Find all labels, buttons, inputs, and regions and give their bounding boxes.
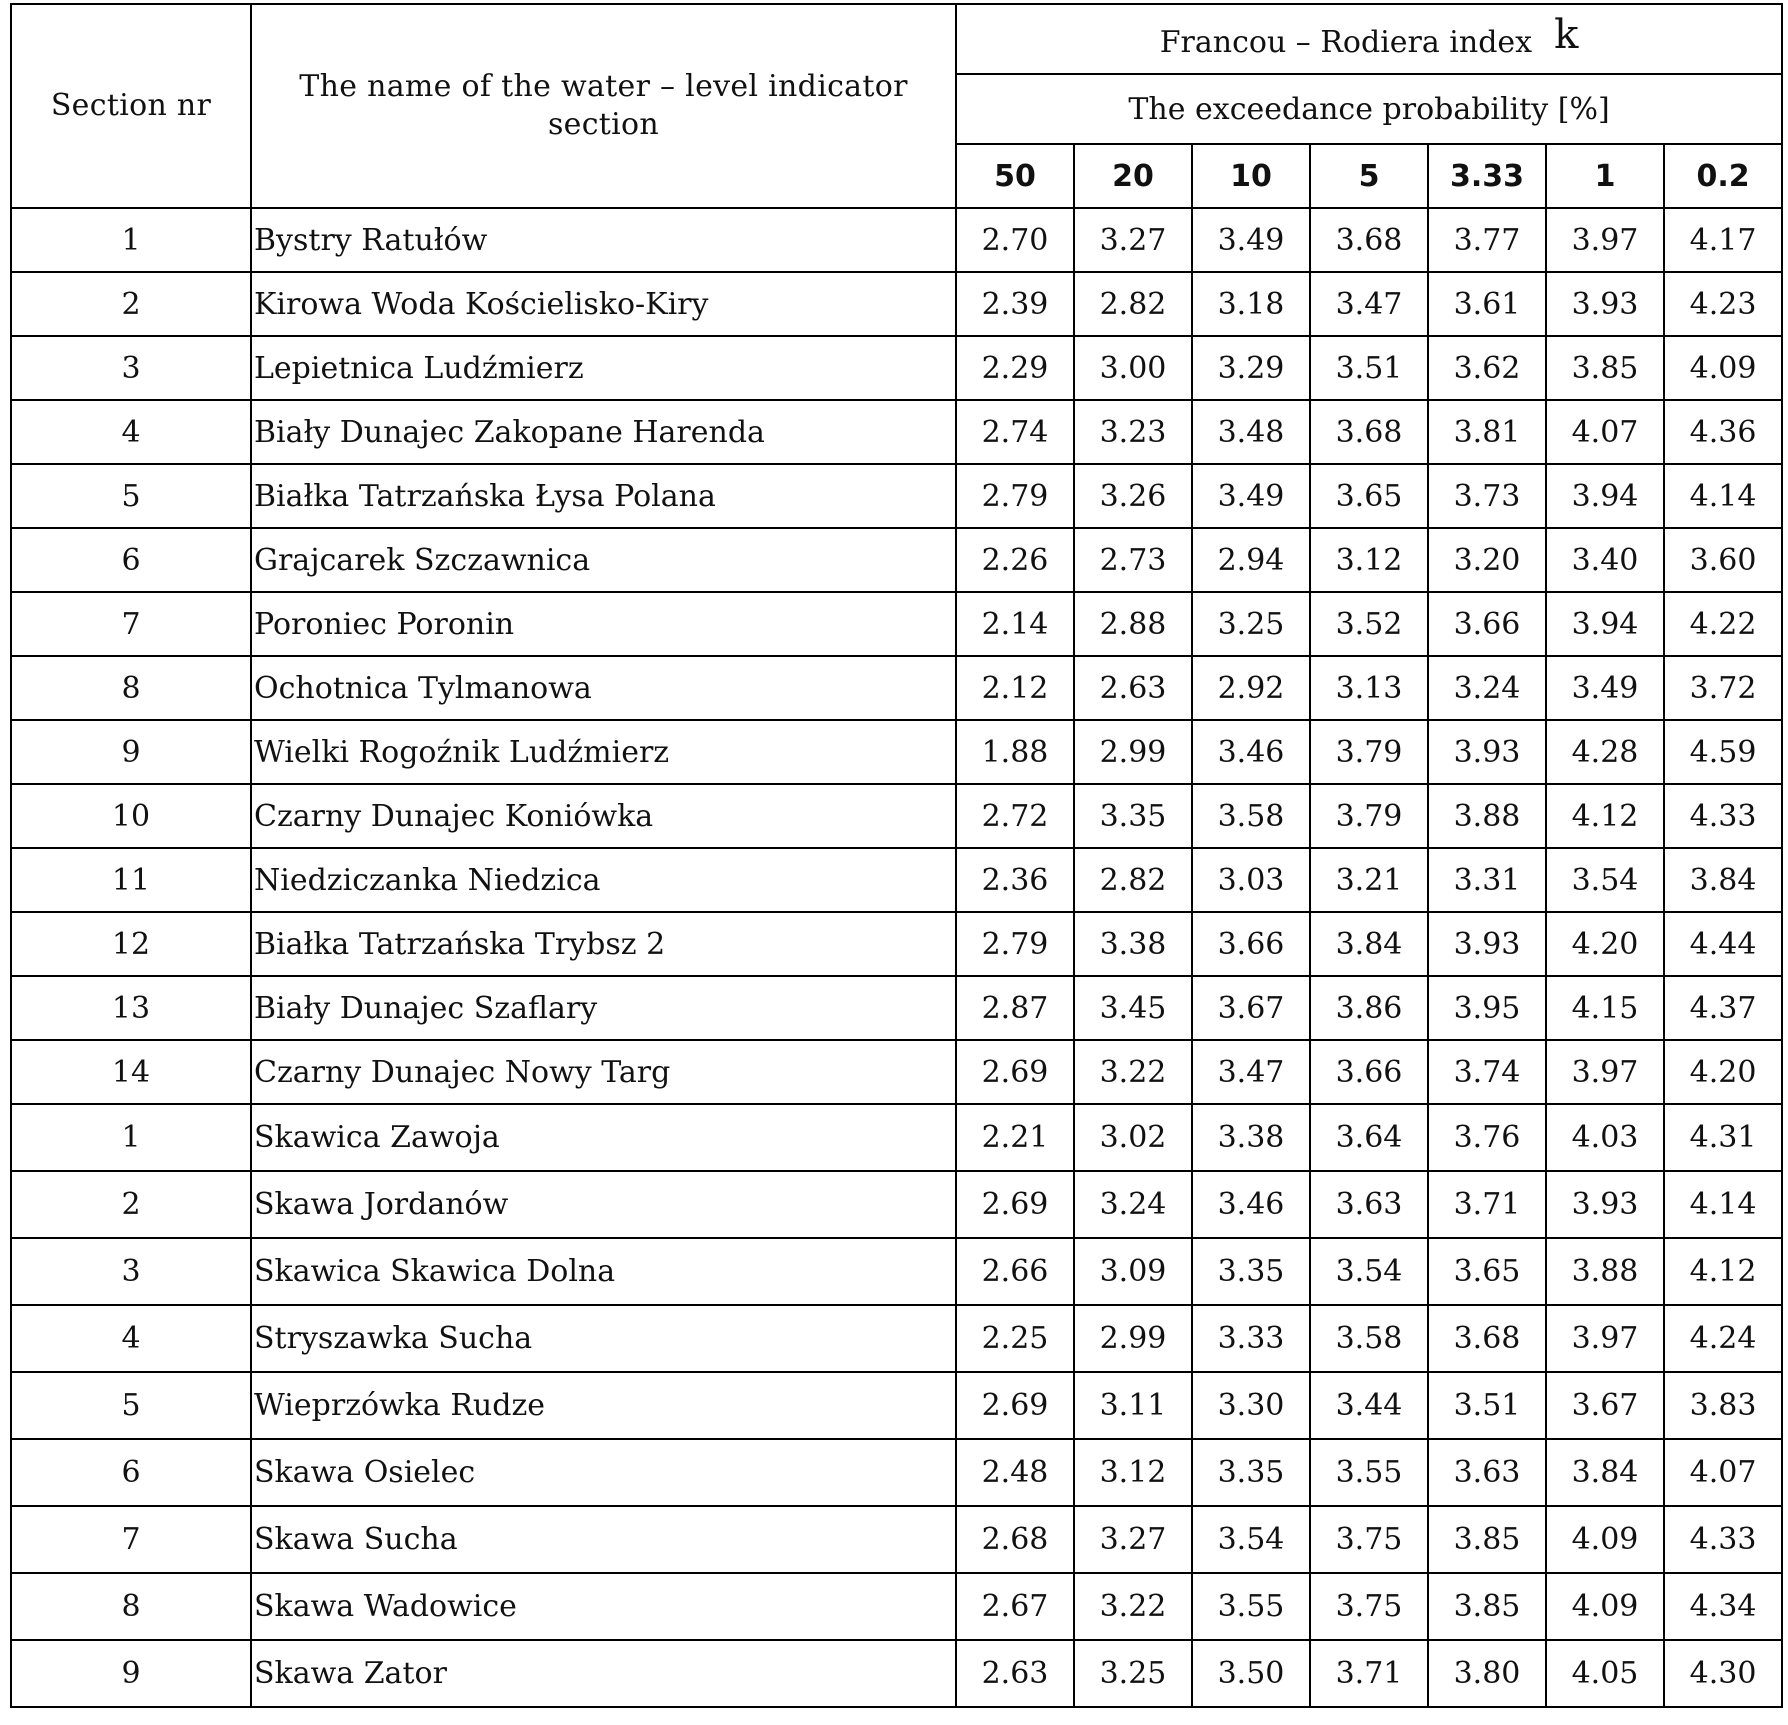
table-row xyxy=(11,1305,1782,1372)
cell-index-value: 2.79 xyxy=(956,912,1074,976)
header-probability-column: 1 xyxy=(1546,144,1664,208)
cell-index-value: 3.30 xyxy=(1192,1372,1310,1439)
cell-index-value: 3.84 xyxy=(1664,848,1782,912)
cell-index-value: 2.94 xyxy=(1192,528,1310,592)
cell-index-value: 4.05 xyxy=(1546,1640,1664,1707)
cell-index-value: 2.39 xyxy=(956,272,1074,336)
cell-index-value: 2.36 xyxy=(956,848,1074,912)
cell-section-nr: 7 xyxy=(11,1506,251,1573)
cell-index-value: 3.54 xyxy=(1310,1238,1428,1305)
cell-index-value: 3.66 xyxy=(1428,592,1546,656)
cell-index-value: 3.48 xyxy=(1192,400,1310,464)
cell-section-name: Biały Dunajec Szaflary xyxy=(251,976,956,1040)
cell-section-nr: 3 xyxy=(11,1238,251,1305)
table-row xyxy=(11,1104,1782,1171)
cell-index-value: 3.12 xyxy=(1310,528,1428,592)
header-probability-column: 0.2 xyxy=(1664,144,1782,208)
cell-index-value: 2.21 xyxy=(956,1104,1074,1171)
table-row xyxy=(11,208,1782,272)
cell-index-value: 3.44 xyxy=(1310,1372,1428,1439)
cell-index-value: 3.65 xyxy=(1310,464,1428,528)
cell-index-value: 2.87 xyxy=(956,976,1074,1040)
cell-section-name: Białka Tatrzańska Łysa Polana xyxy=(251,464,956,528)
cell-index-value: 3.35 xyxy=(1192,1238,1310,1305)
cell-index-value: 2.68 xyxy=(956,1506,1074,1573)
cell-section-nr: 4 xyxy=(11,400,251,464)
cell-section-nr: 1 xyxy=(11,1104,251,1171)
cell-index-value: 3.13 xyxy=(1310,656,1428,720)
cell-index-value: 3.74 xyxy=(1428,1040,1546,1104)
cell-index-value: 3.22 xyxy=(1074,1040,1192,1104)
cell-index-value: 2.69 xyxy=(956,1040,1074,1104)
cell-index-value: 3.75 xyxy=(1310,1573,1428,1640)
cell-section-nr: 6 xyxy=(11,528,251,592)
cell-index-value: 4.33 xyxy=(1664,784,1782,848)
cell-section-nr: 2 xyxy=(11,1171,251,1238)
cell-index-value: 4.09 xyxy=(1664,336,1782,400)
cell-index-value: 3.80 xyxy=(1428,1640,1546,1707)
cell-section-nr: 3 xyxy=(11,336,251,400)
table-row xyxy=(11,592,1782,656)
cell-section-name: Wielki Rogoźnik Ludźmierz xyxy=(251,720,956,784)
cell-index-value: 3.50 xyxy=(1192,1640,1310,1707)
cell-index-value: 3.49 xyxy=(1192,464,1310,528)
cell-index-value: 3.65 xyxy=(1428,1238,1546,1305)
cell-index-value: 4.31 xyxy=(1664,1104,1782,1171)
cell-index-value: 2.99 xyxy=(1074,1305,1192,1372)
cell-index-value: 4.36 xyxy=(1664,400,1782,464)
cell-section-nr: 8 xyxy=(11,1573,251,1640)
cell-index-value: 3.24 xyxy=(1428,656,1546,720)
cell-section-name: Niedziczanka Niedzica xyxy=(251,848,956,912)
francou-rodiera-index-table xyxy=(10,3,1783,1708)
cell-index-value: 2.48 xyxy=(956,1439,1074,1506)
table-row xyxy=(11,1640,1782,1707)
cell-index-value: 3.63 xyxy=(1428,1439,1546,1506)
cell-section-name: Stryszawka Sucha xyxy=(251,1305,956,1372)
cell-index-value: 3.81 xyxy=(1428,400,1546,464)
cell-index-value: 4.59 xyxy=(1664,720,1782,784)
cell-index-value: 4.30 xyxy=(1664,1640,1782,1707)
cell-index-value: 3.20 xyxy=(1428,528,1546,592)
cell-index-value: 3.46 xyxy=(1192,1171,1310,1238)
cell-index-value: 3.35 xyxy=(1192,1439,1310,1506)
header-section-name: The name of the water – level indicator section xyxy=(251,4,956,208)
cell-index-value: 3.54 xyxy=(1546,848,1664,912)
cell-index-value: 3.51 xyxy=(1428,1372,1546,1439)
cell-index-value: 3.63 xyxy=(1310,1171,1428,1238)
cell-index-value: 2.99 xyxy=(1074,720,1192,784)
cell-index-value: 3.49 xyxy=(1546,656,1664,720)
cell-section-nr: 13 xyxy=(11,976,251,1040)
cell-index-value: 3.75 xyxy=(1310,1506,1428,1573)
cell-index-value: 3.97 xyxy=(1546,1040,1664,1104)
cell-index-value: 3.97 xyxy=(1546,1305,1664,1372)
table-row xyxy=(11,464,1782,528)
cell-section-nr: 11 xyxy=(11,848,251,912)
cell-index-value: 2.67 xyxy=(956,1573,1074,1640)
cell-index-value: 2.63 xyxy=(1074,656,1192,720)
cell-index-value: 3.88 xyxy=(1546,1238,1664,1305)
table-row xyxy=(11,656,1782,720)
table-body xyxy=(11,208,1782,1707)
cell-index-value: 4.15 xyxy=(1546,976,1664,1040)
cell-section-name: Skawica Zawoja xyxy=(251,1104,956,1171)
cell-section-nr: 14 xyxy=(11,1040,251,1104)
cell-index-value: 3.68 xyxy=(1310,400,1428,464)
cell-index-value: 3.29 xyxy=(1192,336,1310,400)
cell-section-nr: 4 xyxy=(11,1305,251,1372)
header-probability-column: 5 xyxy=(1310,144,1428,208)
cell-index-value: 3.25 xyxy=(1074,1640,1192,1707)
table-row xyxy=(11,720,1782,784)
cell-index-value: 3.24 xyxy=(1074,1171,1192,1238)
cell-index-value: 4.23 xyxy=(1664,272,1782,336)
cell-index-value: 3.25 xyxy=(1192,592,1310,656)
cell-index-value: 3.66 xyxy=(1192,912,1310,976)
header-probability-column: 10 xyxy=(1192,144,1310,208)
cell-index-value: 3.18 xyxy=(1192,272,1310,336)
cell-index-value: 4.33 xyxy=(1664,1506,1782,1573)
cell-index-value: 3.67 xyxy=(1546,1372,1664,1439)
cell-index-value: 3.95 xyxy=(1428,976,1546,1040)
cell-index-value: 4.37 xyxy=(1664,976,1782,1040)
cell-index-value: 3.84 xyxy=(1546,1439,1664,1506)
cell-section-name: Poroniec Poronin xyxy=(251,592,956,656)
cell-index-value: 2.92 xyxy=(1192,656,1310,720)
cell-section-nr: 9 xyxy=(11,720,251,784)
index-symbol-k: k xyxy=(1554,12,1579,58)
cell-index-value: 4.09 xyxy=(1546,1506,1664,1573)
cell-index-value: 3.27 xyxy=(1074,208,1192,272)
cell-index-value: 2.72 xyxy=(956,784,1074,848)
cell-section-name: Skawa Zator xyxy=(251,1640,956,1707)
cell-index-value: 4.34 xyxy=(1664,1573,1782,1640)
cell-index-value: 4.07 xyxy=(1664,1439,1782,1506)
cell-index-value: 2.88 xyxy=(1074,592,1192,656)
cell-index-value: 4.03 xyxy=(1546,1104,1664,1171)
cell-index-value: 3.77 xyxy=(1428,208,1546,272)
cell-section-name: Skawa Osielec xyxy=(251,1439,956,1506)
cell-index-value: 3.66 xyxy=(1310,1040,1428,1104)
cell-index-value: 3.03 xyxy=(1192,848,1310,912)
cell-section-name: Bystry Ratułów xyxy=(251,208,956,272)
cell-index-value: 3.51 xyxy=(1310,336,1428,400)
header-section-nr: Section nr xyxy=(11,4,251,208)
cell-index-value: 3.76 xyxy=(1428,1104,1546,1171)
cell-index-value: 3.71 xyxy=(1310,1640,1428,1707)
cell-index-value: 3.45 xyxy=(1074,976,1192,1040)
table-row xyxy=(11,976,1782,1040)
table-row xyxy=(11,912,1782,976)
cell-section-name: Czarny Dunajec Koniówka xyxy=(251,784,956,848)
cell-index-value: 3.33 xyxy=(1192,1305,1310,1372)
cell-index-value: 3.02 xyxy=(1074,1104,1192,1171)
cell-index-value: 3.35 xyxy=(1074,784,1192,848)
cell-index-value: 4.20 xyxy=(1546,912,1664,976)
cell-index-value: 4.14 xyxy=(1664,1171,1782,1238)
cell-index-value: 3.21 xyxy=(1310,848,1428,912)
cell-index-value: 3.68 xyxy=(1310,208,1428,272)
cell-section-name: Kirowa Woda Kościelisko-Kiry xyxy=(251,272,956,336)
cell-index-value: 2.14 xyxy=(956,592,1074,656)
cell-section-name: Skawica Skawica Dolna xyxy=(251,1238,956,1305)
cell-index-value: 3.38 xyxy=(1074,912,1192,976)
cell-section-name: Biały Dunajec Zakopane Harenda xyxy=(251,400,956,464)
cell-index-value: 1.88 xyxy=(956,720,1074,784)
cell-index-value: 4.12 xyxy=(1664,1238,1782,1305)
cell-index-value: 3.93 xyxy=(1428,912,1546,976)
cell-index-value: 3.49 xyxy=(1192,208,1310,272)
table-row xyxy=(11,784,1782,848)
cell-section-nr: 7 xyxy=(11,592,251,656)
cell-index-value: 3.88 xyxy=(1428,784,1546,848)
table-header xyxy=(11,4,1782,208)
table-row xyxy=(11,272,1782,336)
cell-index-value: 3.93 xyxy=(1546,1171,1664,1238)
cell-index-value: 3.83 xyxy=(1664,1372,1782,1439)
cell-section-nr: 2 xyxy=(11,272,251,336)
cell-index-value: 4.20 xyxy=(1664,1040,1782,1104)
cell-index-value: 3.23 xyxy=(1074,400,1192,464)
cell-index-value: 4.07 xyxy=(1546,400,1664,464)
cell-index-value: 3.11 xyxy=(1074,1372,1192,1439)
table-row xyxy=(11,1238,1782,1305)
cell-index-value: 3.22 xyxy=(1074,1573,1192,1640)
cell-index-value: 4.09 xyxy=(1546,1573,1664,1640)
cell-index-value: 3.31 xyxy=(1428,848,1546,912)
cell-index-value: 4.12 xyxy=(1546,784,1664,848)
cell-index-value: 2.74 xyxy=(956,400,1074,464)
cell-index-value: 3.58 xyxy=(1192,784,1310,848)
cell-index-value: 2.63 xyxy=(956,1640,1074,1707)
cell-index-value: 3.38 xyxy=(1192,1104,1310,1171)
cell-index-value: 2.69 xyxy=(956,1372,1074,1439)
cell-index-value: 3.93 xyxy=(1546,272,1664,336)
cell-section-nr: 12 xyxy=(11,912,251,976)
cell-index-value: 2.29 xyxy=(956,336,1074,400)
cell-index-value: 4.22 xyxy=(1664,592,1782,656)
header-probability-column: 20 xyxy=(1074,144,1192,208)
cell-index-value: 3.73 xyxy=(1428,464,1546,528)
cell-index-value: 3.72 xyxy=(1664,656,1782,720)
cell-section-name: Ochotnica Tylmanowa xyxy=(251,656,956,720)
header-probability-column: 3.33 xyxy=(1428,144,1546,208)
cell-index-value: 3.12 xyxy=(1074,1439,1192,1506)
index-title-text: Francou – Rodiera index xyxy=(1159,25,1533,60)
table-row xyxy=(11,1439,1782,1506)
cell-index-value: 3.60 xyxy=(1664,528,1782,592)
cell-index-value: 2.12 xyxy=(956,656,1074,720)
cell-section-nr: 6 xyxy=(11,1439,251,1506)
cell-index-value: 4.28 xyxy=(1546,720,1664,784)
cell-index-value: 2.70 xyxy=(956,208,1074,272)
cell-section-nr: 1 xyxy=(11,208,251,272)
cell-index-value: 3.26 xyxy=(1074,464,1192,528)
cell-index-value: 3.97 xyxy=(1546,208,1664,272)
cell-index-value: 3.84 xyxy=(1310,912,1428,976)
cell-index-value: 3.94 xyxy=(1546,592,1664,656)
table-row xyxy=(11,1040,1782,1104)
cell-index-value: 3.55 xyxy=(1192,1573,1310,1640)
table-row xyxy=(11,1171,1782,1238)
cell-index-value: 3.86 xyxy=(1310,976,1428,1040)
cell-index-value: 2.25 xyxy=(956,1305,1074,1372)
cell-section-name: Skawa Sucha xyxy=(251,1506,956,1573)
cell-index-value: 3.47 xyxy=(1310,272,1428,336)
cell-section-name: Skawa Jordanów xyxy=(251,1171,956,1238)
cell-index-value: 2.26 xyxy=(956,528,1074,592)
cell-section-name: Białka Tatrzańska Trybsz 2 xyxy=(251,912,956,976)
cell-index-value: 2.82 xyxy=(1074,272,1192,336)
table-row xyxy=(11,400,1782,464)
cell-section-nr: 5 xyxy=(11,1372,251,1439)
cell-index-value: 3.40 xyxy=(1546,528,1664,592)
cell-section-nr: 8 xyxy=(11,656,251,720)
cell-section-name: Skawa Wadowice xyxy=(251,1573,956,1640)
cell-index-value: 3.85 xyxy=(1546,336,1664,400)
header-exceedance-probability: The exceedance probability [%] xyxy=(956,74,1782,144)
table-row xyxy=(11,1506,1782,1573)
table-row xyxy=(11,336,1782,400)
cell-index-value: 3.61 xyxy=(1428,272,1546,336)
cell-index-value: 3.79 xyxy=(1310,784,1428,848)
cell-index-value: 3.00 xyxy=(1074,336,1192,400)
cell-section-name: Grajcarek Szczawnica xyxy=(251,528,956,592)
cell-index-value: 2.69 xyxy=(956,1171,1074,1238)
cell-index-value: 3.47 xyxy=(1192,1040,1310,1104)
cell-section-name: Lepietnica Ludźmierz xyxy=(251,336,956,400)
table-row xyxy=(11,528,1782,592)
cell-section-nr: 9 xyxy=(11,1640,251,1707)
cell-section-name: Czarny Dunajec Nowy Targ xyxy=(251,1040,956,1104)
cell-section-nr: 5 xyxy=(11,464,251,528)
cell-index-value: 3.55 xyxy=(1310,1439,1428,1506)
cell-index-value: 3.79 xyxy=(1310,720,1428,784)
cell-index-value: 3.94 xyxy=(1546,464,1664,528)
cell-index-value: 3.09 xyxy=(1074,1238,1192,1305)
cell-index-value: 2.79 xyxy=(956,464,1074,528)
cell-index-value: 3.85 xyxy=(1428,1573,1546,1640)
cell-index-value: 3.54 xyxy=(1192,1506,1310,1573)
table-row xyxy=(11,1573,1782,1640)
table-row xyxy=(11,848,1782,912)
cell-index-value: 4.14 xyxy=(1664,464,1782,528)
cell-index-value: 4.17 xyxy=(1664,208,1782,272)
cell-index-value: 3.68 xyxy=(1428,1305,1546,1372)
cell-index-value: 2.66 xyxy=(956,1238,1074,1305)
cell-index-value: 3.52 xyxy=(1310,592,1428,656)
header-index-title xyxy=(956,4,1782,74)
cell-index-value: 3.27 xyxy=(1074,1506,1192,1573)
cell-index-value: 3.46 xyxy=(1192,720,1310,784)
cell-index-value: 3.62 xyxy=(1428,336,1546,400)
cell-index-value: 2.82 xyxy=(1074,848,1192,912)
cell-index-value: 3.64 xyxy=(1310,1104,1428,1171)
cell-index-value: 3.58 xyxy=(1310,1305,1428,1372)
cell-section-nr: 10 xyxy=(11,784,251,848)
table-row xyxy=(11,1372,1782,1439)
cell-index-value: 3.67 xyxy=(1192,976,1310,1040)
header-probability-column: 50 xyxy=(956,144,1074,208)
cell-index-value: 4.24 xyxy=(1664,1305,1782,1372)
cell-index-value: 3.93 xyxy=(1428,720,1546,784)
cell-index-value: 2.73 xyxy=(1074,528,1192,592)
cell-index-value: 3.71 xyxy=(1428,1171,1546,1238)
cell-index-value: 3.85 xyxy=(1428,1506,1546,1573)
cell-index-value: 4.44 xyxy=(1664,912,1782,976)
cell-section-name: Wieprzówka Rudze xyxy=(251,1372,956,1439)
